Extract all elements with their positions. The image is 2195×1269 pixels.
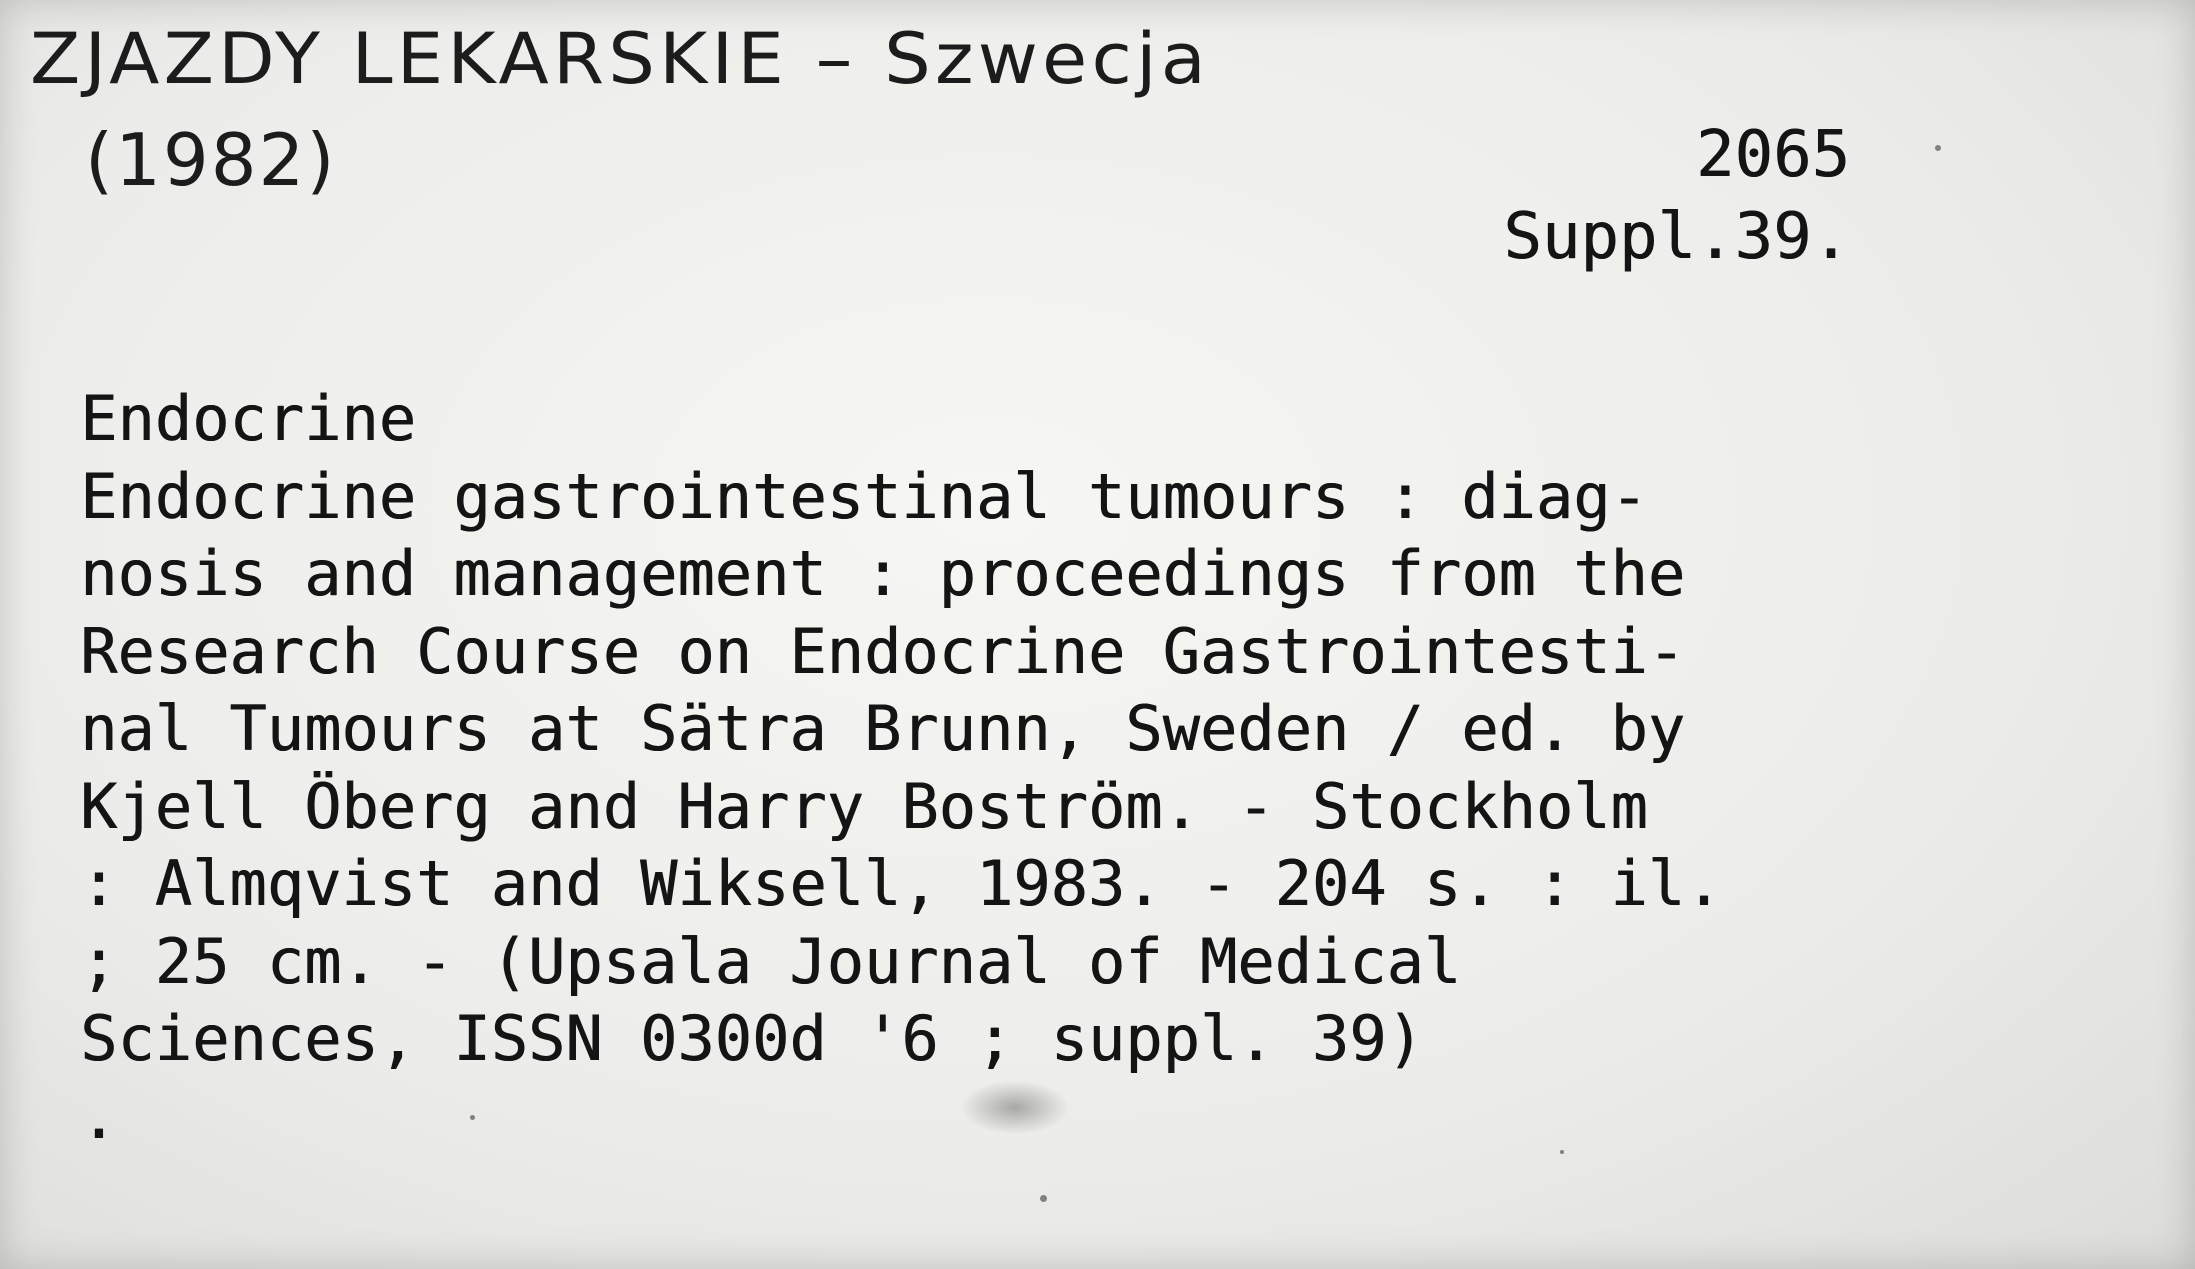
handwritten-year: (1982): [85, 118, 337, 202]
entry-line: : Almqvist and Wiksell, 1983. - 204 s. : il.: [80, 847, 1723, 920]
dust-speck: [470, 1115, 475, 1120]
entry-line: .: [80, 1079, 118, 1153]
call-number-supplement: Suppl.39.: [1503, 200, 1850, 274]
bibliographic-entry: [80, 380, 1722, 1155]
entry-line: Sciences, ISSN 0300d '6 ; suppl. 39): [80, 1002, 1424, 1075]
dust-speck: [1560, 1150, 1564, 1154]
entry-line: Endocrine gastrointestinal tumours : diag-: [80, 459, 1648, 533]
entry-line: Kjell Öberg and Harry Boström. - Stockholm: [80, 769, 1648, 843]
entry-line: ; 25 cm. - (Upsala Journal of Medical: [80, 924, 1462, 998]
entry-line-heading: Endocrine: [80, 382, 416, 455]
ink-smudge: [960, 1080, 1070, 1135]
entry-line: Research Course on Endocrine Gastrointesti-: [80, 614, 1686, 688]
entry-line: nal Tumours at Sätra Brunn, Sweden / ed. by: [80, 692, 1686, 765]
handwritten-subject-heading: ZJAZDY LEKARSKIE – Szwecja: [30, 18, 1210, 100]
entry-line: nosis and management : proceedings from the: [80, 537, 1686, 610]
call-number: 2065: [1695, 118, 1850, 192]
dust-speck: [1040, 1195, 1047, 1202]
dust-speck: [1935, 145, 1941, 151]
